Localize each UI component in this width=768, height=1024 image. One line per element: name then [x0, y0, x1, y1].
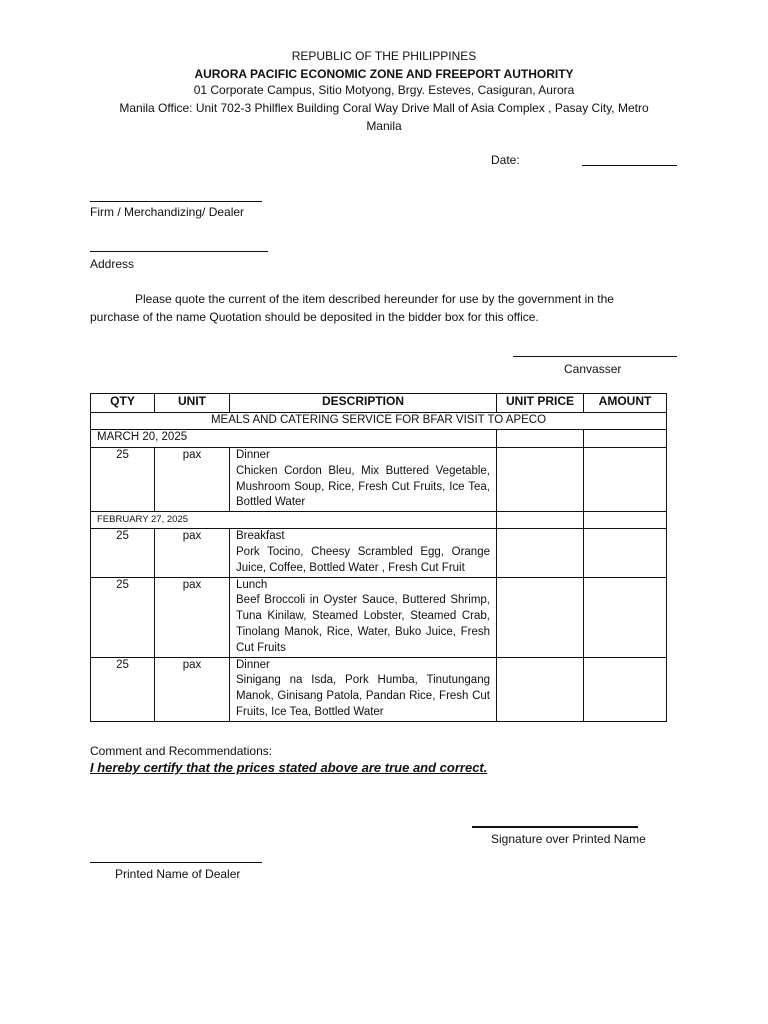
date-blank-line	[582, 165, 677, 166]
header-manila-address-cont: Manila	[366, 119, 402, 133]
header-campus-address: 01 Corporate Campus, Sitio Motyong, Brgy. Esteves, Casiguran, Aurora	[193, 83, 575, 97]
signature-label: Signature over Printed Name	[491, 832, 646, 846]
group-date-february: FEBRUARY 27, 2025	[91, 512, 497, 529]
header-qty: QTY	[91, 394, 155, 413]
unit-cell: pax	[155, 657, 230, 721]
address-label: Address	[90, 257, 135, 271]
unit-price-cell[interactable]	[497, 448, 584, 512]
header-republic: REPUBLIC OF THE PHILIPPINES	[291, 49, 477, 63]
header-unit: UNIT	[155, 394, 230, 413]
meal-label: Dinner	[236, 658, 270, 671]
meal-label: Breakfast	[236, 530, 285, 543]
table-row	[91, 529, 667, 577]
group-date-march: MARCH 20, 2025	[91, 430, 497, 448]
table-row	[91, 448, 667, 512]
amount-cell[interactable]	[584, 512, 667, 529]
unit-cell: pax	[155, 448, 230, 512]
qty-cell: 25	[91, 448, 155, 512]
unit-price-cell[interactable]	[497, 577, 584, 657]
date-row	[91, 430, 667, 448]
amount-cell[interactable]	[584, 448, 667, 512]
description-cell	[230, 577, 497, 657]
table-row	[91, 577, 667, 657]
description-cell	[230, 657, 497, 721]
table-title-row	[91, 413, 667, 430]
instructions-line-1: Please quote the current of the item described hereunder for use by the government in the	[135, 292, 614, 306]
description-cell	[230, 529, 497, 577]
table-row	[91, 657, 667, 721]
date-label: Date:	[491, 153, 520, 167]
meal-label: Lunch	[236, 578, 268, 591]
menu-text: Sinigang na Isda, Pork Humba, Tinutungang Manok, Ginisang Patola, Pandan Rice, Fresh Cut Fruits, Ice Tea, Bottled Water	[236, 674, 490, 718]
firm-label: Firm / Merchandizing/ Dealer	[90, 205, 245, 219]
qty-cell: 25	[91, 529, 155, 577]
printed-name-label: Printed Name of Dealer	[115, 867, 241, 881]
unit-price-cell[interactable]	[497, 657, 584, 721]
canvasser-label: Canvasser	[564, 362, 622, 376]
header-amount: AMOUNT	[584, 394, 667, 413]
unit-price-cell[interactable]	[497, 512, 584, 529]
amount-cell[interactable]	[584, 430, 667, 448]
address-blank-line	[90, 251, 268, 252]
header-description: DESCRIPTION	[230, 394, 497, 413]
firm-blank-line	[90, 201, 262, 202]
menu-text: Beef Broccoli in Oyster Sauce, Buttered Shrimp, Tuna Kinilaw, Steamed Lobster, Steamed Crab, Tinolang Manok, Rice, Water, Buko Juice, Fresh Cut Fruits	[236, 594, 490, 654]
unit-cell: pax	[155, 577, 230, 657]
unit-cell: pax	[155, 529, 230, 577]
amount-cell[interactable]	[584, 577, 667, 657]
menu-text: Chicken Cordon Bleu, Mix Buttered Vegetable, Mushroom Soup, Rice, Fresh Cut Fruits, Ice Tea, Bottled Water	[236, 464, 490, 509]
qty-cell: 25	[91, 577, 155, 657]
table-title: MEALS AND CATERING SERVICE FOR BFAR VISIT TO APECO	[91, 413, 667, 430]
header-unit-price: UNIT PRICE	[497, 394, 584, 413]
certification-statement: I hereby certify that the prices stated above are true and correct.	[90, 760, 488, 775]
amount-cell[interactable]	[584, 657, 667, 721]
menu-text: Pork Tocino, Cheesy Scrambled Egg, Orange Juice, Coffee, Bottled Water , Fresh Cut Fruit	[236, 545, 490, 574]
signature-blank-line	[472, 826, 638, 828]
unit-price-cell[interactable]	[497, 529, 584, 577]
table-header-row	[91, 394, 667, 413]
dealer-name-blank-line	[90, 862, 262, 863]
unit-price-cell[interactable]	[497, 430, 584, 448]
header-manila-address: Manila Office: Unit 702-3 Philflex Building Coral Way Drive Mall of Asia Complex , Pasay City, Metro	[119, 101, 649, 115]
comments-label: Comment and Recommendations:	[90, 744, 273, 758]
meal-label: Dinner	[236, 449, 270, 461]
amount-cell[interactable]	[584, 529, 667, 577]
date-row	[91, 512, 667, 529]
qty-cell: 25	[91, 657, 155, 721]
canvasser-blank-line	[513, 356, 677, 357]
quotation-table	[90, 393, 667, 722]
header-agency: AURORA PACIFIC ECONOMIC ZONE AND FREEPORT AUTHORITY	[194, 67, 574, 81]
instructions-line-2: purchase of the name Quotation should be deposited in the bidder box for this office.	[90, 310, 539, 324]
description-cell	[230, 448, 497, 512]
